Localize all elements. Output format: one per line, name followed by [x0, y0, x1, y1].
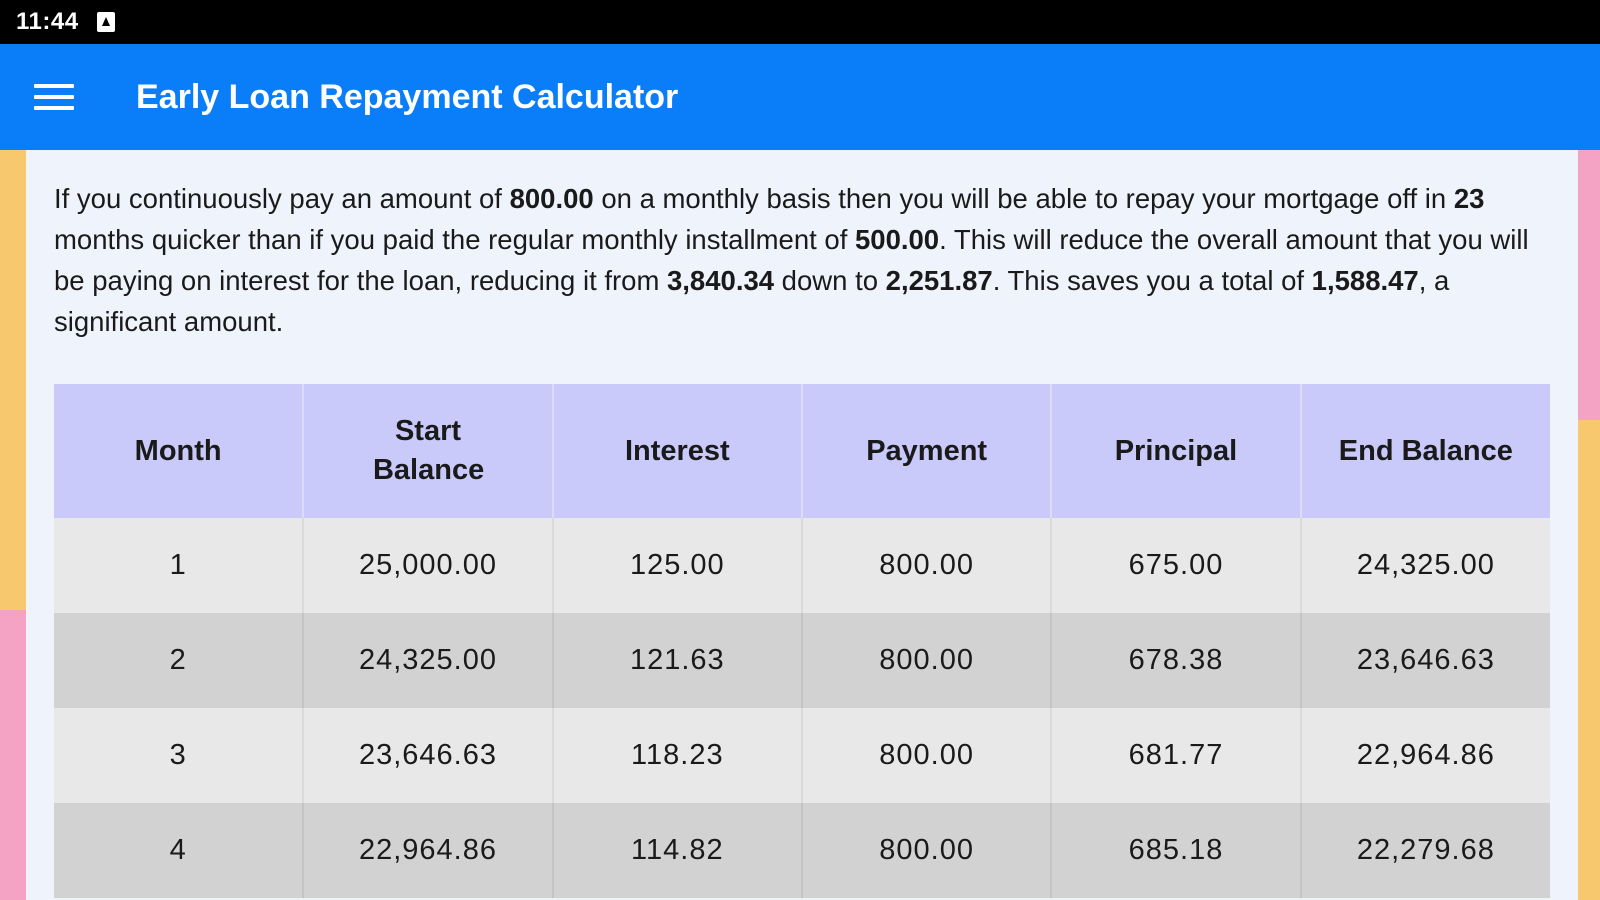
cell-month: 2 — [54, 613, 303, 708]
regular-installment: 500.00 — [854, 224, 940, 255]
cell-start-balance: 22,964.86 — [303, 803, 552, 898]
hamburger-menu-icon[interactable] — [34, 80, 74, 114]
cell-principal: 678.38 — [1051, 613, 1300, 708]
cell-month: 3 — [54, 708, 303, 803]
payment-amount: 800.00 — [509, 183, 594, 214]
summary-text: If you continuously pay an amount of 800.00 on a monthly basis then you will be able to repay your mortgage off in 23 months quicker than if you paid the regular monthly installment of 500.00. This will reduce the overall amount that you will be paying on interest for the loan, reducing it from 3,840.34 down to 2,251.87. This saves you a total of 1,588.47, a significant amount. — [54, 183, 1529, 337]
cell-payment: 800.00 — [802, 708, 1051, 803]
status-time: 11:44 — [16, 8, 79, 35]
months-quicker: 23 — [1453, 183, 1485, 214]
app-title: Early Loan Repayment Calculator — [136, 77, 679, 116]
cell-interest: 125.00 — [553, 518, 802, 613]
cell-month: 1 — [54, 518, 303, 613]
cell-payment: 800.00 — [802, 803, 1051, 898]
amortization-table-container — [54, 384, 1550, 898]
cell-principal: 681.77 — [1051, 708, 1300, 803]
header-principal: Principal — [1051, 384, 1300, 518]
notification-icon — [97, 12, 115, 32]
results-card — [26, 150, 1578, 900]
cell-interest: 118.23 — [553, 708, 802, 803]
cell-payment: 800.00 — [802, 518, 1051, 613]
cell-end-balance: 22,279.68 — [1301, 803, 1550, 898]
app-bar — [0, 44, 1600, 150]
table-header-row — [54, 384, 1550, 518]
cell-end-balance: 23,646.63 — [1301, 613, 1550, 708]
cell-principal: 675.00 — [1051, 518, 1300, 613]
interest-after: 2,251.87 — [885, 265, 993, 296]
interest-before: 3,840.34 — [667, 265, 775, 296]
table-row — [54, 518, 1550, 613]
table-row — [54, 708, 1550, 803]
status-bar — [0, 0, 1600, 44]
header-start-balance: Start Balance — [303, 384, 552, 518]
cell-start-balance: 23,646.63 — [303, 708, 552, 803]
cell-interest: 114.82 — [553, 803, 802, 898]
cell-end-balance: 24,325.00 — [1301, 518, 1550, 613]
cell-month: 4 — [54, 803, 303, 898]
table-row — [54, 803, 1550, 898]
header-end-balance: End Balance — [1301, 384, 1550, 518]
cell-end-balance: 22,964.86 — [1301, 708, 1550, 803]
cell-principal: 685.18 — [1051, 803, 1300, 898]
header-payment: Payment — [802, 384, 1051, 518]
cell-start-balance: 24,325.00 — [303, 613, 552, 708]
cell-start-balance: 25,000.00 — [303, 518, 552, 613]
table-row — [54, 613, 1550, 708]
cell-payment: 800.00 — [802, 613, 1051, 708]
total-savings: 1,588.47 — [1311, 265, 1419, 296]
header-month: Month — [54, 384, 303, 518]
header-interest: Interest — [553, 384, 802, 518]
amortization-table — [54, 384, 1550, 898]
cell-interest: 121.63 — [553, 613, 802, 708]
